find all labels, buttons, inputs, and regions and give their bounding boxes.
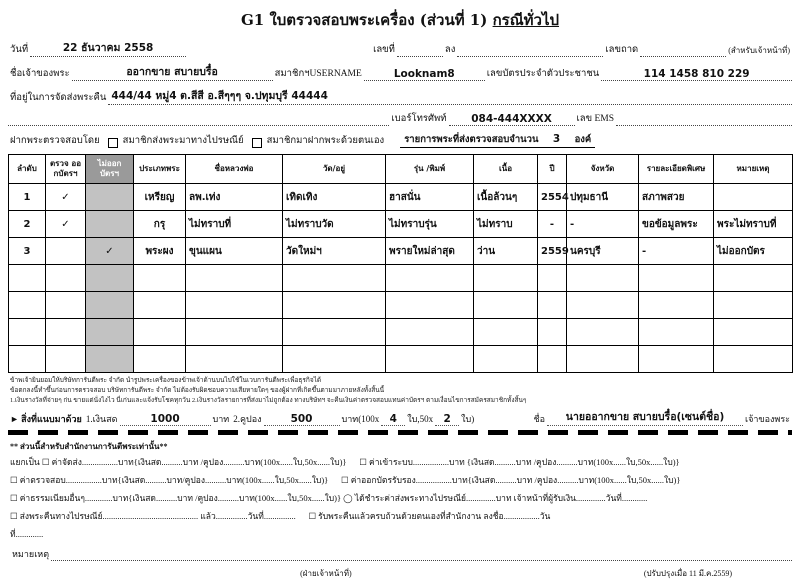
date-value: 22 ธันวาคม 2558 <box>62 42 154 54</box>
signature-label: ชื่อ <box>533 414 546 425</box>
cell-model: ไม่ทราบรุ่น <box>386 211 474 238</box>
empty-cell <box>9 292 46 319</box>
empty-cell <box>46 292 86 319</box>
date-label: วันที่ <box>10 45 29 55</box>
title-underlined: กรณีทั่วไป <box>492 11 560 29</box>
remark-label: หมายเหตุ <box>12 549 50 560</box>
attach-cash-label: 1.เงินสด <box>85 414 118 425</box>
office-fee-line-1: แยกเป็น ☐ ค่าจัดส่ง.................บาท{เงินสด..........บาท /คูปอง..........บาท(100x......ใบ,50x......ใบ)} ☐ ค่าเข้าระบบ.................บาท {เงินสด..........บาท /คูปอง..........บาท(100x......ใบ,50x......ใบ)} <box>10 457 680 468</box>
col-header-no-card: ไม่ออก บัตรฯ <box>86 155 134 184</box>
empty-cell <box>86 265 134 292</box>
attach-label: ► สิ่งที่แนบมาด้วย <box>10 414 82 425</box>
cell-year: 2554 <box>538 184 567 211</box>
empty-cell <box>283 265 386 292</box>
attach-baht-label: บาท <box>212 414 230 425</box>
owner-value: ออากขาย สบายบรื๋อ <box>126 66 218 78</box>
deposit-label: ฝากพระตรวจสอบโดย <box>10 136 100 146</box>
address-blank <box>108 87 792 105</box>
attach-coupon-label: 2.คูปอง <box>233 414 262 425</box>
empty-cell <box>186 265 283 292</box>
cell-temple: เทิดเทิง <box>283 184 386 211</box>
owner-blank <box>72 63 273 81</box>
empty-cell <box>714 319 793 346</box>
empty-cell <box>134 319 186 346</box>
signature-suffix: เจ้าของพระ <box>745 414 790 425</box>
dashed-divider <box>8 430 792 435</box>
cell-no-card-mark <box>86 184 134 211</box>
cell-type: เหรียญ <box>134 184 186 211</box>
empty-cell <box>86 292 134 319</box>
username-label: สมาชิกฯUSERNAME <box>274 69 362 79</box>
phone-label: เบอร์โทรศัพท์ <box>391 114 447 124</box>
line-address <box>8 87 792 105</box>
number-mid-blank <box>457 45 603 57</box>
col-header-temple: วัด/อยู่ <box>283 155 386 184</box>
empty-cell <box>9 346 46 373</box>
empty-cell <box>386 292 474 319</box>
attach-tail-mid: ใบ,50x <box>407 414 434 425</box>
empty-cell <box>538 319 567 346</box>
cell-year: - <box>538 211 567 238</box>
empty-cell <box>186 292 283 319</box>
caption-revision: (ปรับปรุงเมื่อ 11 มี.ค.2559) <box>643 569 733 579</box>
line-owner <box>8 63 792 81</box>
remark-blank <box>51 549 792 561</box>
line-attachments <box>8 408 792 426</box>
empty-cell <box>639 319 714 346</box>
cell-index: 2 <box>9 211 46 238</box>
attach-tail-blank2 <box>435 413 459 426</box>
officer-note: (สำหรับเจ้าหน้าที่) <box>728 46 790 55</box>
cell-material: เนื้อล้วนๆ <box>474 184 538 211</box>
empty-cell <box>639 292 714 319</box>
office-only-note: ** ส่วนนี้สำหรับสำนักงานการันตีพระเท่านั้น** <box>10 442 168 452</box>
cell-check-mark: ✓ <box>46 184 86 211</box>
deposit-option-post: สมาชิกส่งพระมาทางไปรษณีย์ <box>122 136 244 146</box>
cell-model: ฮาสนั่น <box>386 184 474 211</box>
tray-label: เลขถาด <box>605 45 639 55</box>
cell-monk-name: ขุนแผน <box>186 238 283 265</box>
empty-cell <box>538 265 567 292</box>
empty-cell <box>567 319 639 346</box>
table-row <box>9 184 793 211</box>
empty-cell <box>567 265 639 292</box>
deposit-option-person: สมาชิกมาฝากพระด้วยตนเอง <box>266 136 385 146</box>
owner-label: ชื่อเจ้าของพระ <box>10 69 70 79</box>
cell-remark <box>714 184 793 211</box>
fine-print-notes <box>10 376 792 406</box>
cell-check-mark: ✓ <box>46 211 86 238</box>
empty-cell <box>86 346 134 373</box>
phone-value: 084-444XXXX <box>471 113 552 125</box>
empty-cell <box>134 265 186 292</box>
cell-type: พระผง <box>134 238 186 265</box>
phone-blank <box>449 113 575 126</box>
cell-details: ขอข้อมูลพระ <box>639 211 714 238</box>
cell-temple: ไม่ทราบวัด <box>283 211 386 238</box>
col-header-type: ประเภทพระ <box>134 155 186 184</box>
amulet-table <box>8 154 793 373</box>
empty-cell <box>386 346 474 373</box>
cell-temple: วัดใหม่ฯ <box>283 238 386 265</box>
table-header-row <box>9 155 793 184</box>
empty-cell <box>134 346 186 373</box>
attach-tail-value2: 2 <box>443 413 451 426</box>
note-line-2: ข้อตกลงนี้ทำขึ้นก่อนการตรวจสอบ บริษัทการันตีพระ จำกัด ไม่ต้องรับผิดชอบความเสียหายใดๆ ของผู้ฝากที่เกิดขึ้นตามมาภายหลังทั้งสิ้นนี้ <box>10 387 385 395</box>
col-header-year: ปี <box>538 155 567 184</box>
empty-cell <box>86 319 134 346</box>
cell-monk-name: ไม่ทราบที่ <box>186 211 283 238</box>
count-label: รายการพระที่ส่งตรวจสอบจำนวน <box>404 135 539 145</box>
cell-year: 2559 <box>538 238 567 265</box>
office-fee-line-3: ☐ ค่าธรรมเนียมอื่นๆ.............บาท{เงินสด..........บาท /คูปอง..........บาท(100x......ใบ,50x......ใบ)} ◯ ได้ชำระค่าส่งพระทางไปรษณีย์..............บาท เจ้าหน้าที่ผู้รับเงิน..............วันที่............ <box>10 493 648 504</box>
empty-cell <box>46 346 86 373</box>
line-deposit <box>8 132 792 148</box>
bottom-captions <box>8 567 792 580</box>
attach-tail-value1: 4 <box>389 413 397 426</box>
count-value: 3 <box>552 133 561 145</box>
idcard-value: 114 1458 810 229 <box>643 68 750 80</box>
cell-material: ว่าน <box>474 238 538 265</box>
empty-cell <box>186 346 283 373</box>
empty-cell <box>9 265 46 292</box>
cell-remark: ไม่ออกบัตร <box>714 238 793 265</box>
address-label: ที่อยู่ในการจัดส่งพระคืน <box>10 93 107 103</box>
number-blank <box>397 45 443 57</box>
cell-monk-name: ลพ.เท่ง <box>186 184 283 211</box>
cell-check-mark <box>46 238 86 265</box>
line-date-number <box>8 39 792 57</box>
cell-type: กรุ <box>134 211 186 238</box>
empty-cell <box>567 346 639 373</box>
empty-cell <box>283 346 386 373</box>
table-row <box>9 238 793 265</box>
empty-cell <box>639 346 714 373</box>
tray-blank <box>640 45 726 57</box>
col-header-details: รายละเอียดพิเศษ <box>639 155 714 184</box>
cell-details: - <box>639 238 714 265</box>
remark-line <box>10 547 792 561</box>
attach-cash-blank <box>120 413 211 426</box>
col-header-province: จังหวัด <box>567 155 639 184</box>
amulet-count-section <box>400 132 595 148</box>
empty-cell <box>538 292 567 319</box>
cell-material: ไม่ทราบ <box>474 211 538 238</box>
cell-province: ปทุมธานี <box>567 184 639 211</box>
cell-index: 1 <box>9 184 46 211</box>
col-header-monk-name: ชื่อหลวงพ่อ <box>186 155 283 184</box>
signature-value: นายออากขาย สบายบรื๋อ(เซนต์ชื่อ) <box>565 411 725 424</box>
caption-staff: (ฝ่ายเจ้าหน้าที่) <box>300 569 352 579</box>
table-row <box>9 211 793 238</box>
cell-model: พรายใหม่ล่าสุด <box>386 238 474 265</box>
number-label: เลขที่ <box>373 45 395 55</box>
idcard-label: เลขบัตรประจำตัวประชาชน <box>486 69 600 79</box>
checkbox-in-person <box>252 138 262 148</box>
idcard-blank <box>601 68 792 81</box>
empty-cell <box>714 265 793 292</box>
cell-province: - <box>567 211 639 238</box>
cell-remark: พระไม่ทราบที่ <box>714 211 793 238</box>
attach-coupon-value: 500 <box>290 413 313 426</box>
empty-cell <box>567 292 639 319</box>
empty-cell <box>9 319 46 346</box>
address-value: 444/44 หมู่4 ต.สีสี อ.สีๆๆๆ จ.ปทุมบุรี 44444 <box>111 90 328 102</box>
table-empty-row <box>9 265 793 292</box>
empty-cell <box>386 319 474 346</box>
cell-index: 3 <box>9 238 46 265</box>
lead-blank <box>8 114 389 126</box>
note-line-1: ข้าพเจ้ายินยอมให้บริษัทการันตีพระ จำกัด นำรูปพระเครื่องของข้าพเจ้าด้านบนไปใช้ในเวบการันตีพระเพื่อธุรกิจได้ <box>10 377 322 384</box>
number-mid-label: ลง <box>444 45 456 55</box>
table-empty-row <box>9 292 793 319</box>
office-return-line-cont: ที่............. <box>10 529 44 540</box>
empty-cell <box>714 292 793 319</box>
empty-cell <box>386 265 474 292</box>
cell-province: นครบุรี <box>567 238 639 265</box>
empty-cell <box>283 292 386 319</box>
checkbox-by-post <box>108 138 118 148</box>
empty-cell <box>474 292 538 319</box>
empty-cell <box>283 319 386 346</box>
empty-cell <box>639 265 714 292</box>
col-header-model: รุ่น /พิมพ์ <box>386 155 474 184</box>
title-prefix: G1 ใบตรวจสอบพระเครื่อง (ส่วนที่ 1) <box>240 11 488 29</box>
empty-cell <box>474 265 538 292</box>
signature-blank <box>547 408 743 426</box>
office-return-line: ☐ ส่งพระคืนทางไปรษณีย์............................................. แล้ว...............วันที่............... ☐ รับพระคืนแล้วครบถ้วนด้วยตนเองที่สำนักงาน ลงชื่อ.................วัน <box>10 511 551 522</box>
empty-cell <box>46 319 86 346</box>
cell-details: สภาพสวย <box>639 184 714 211</box>
username-value: Looknam8 <box>393 68 455 80</box>
empty-cell <box>186 319 283 346</box>
ems-blank <box>616 114 792 126</box>
office-fee-line-2: ☐ ค่าตรวจสอบ.................บาท{เงินสด..........บาท/คูปอง..........บาท(100x......ใบ,50x......ใบ)} ☐ ค่าออกบัตรรับรอง.................บาท{เงินสด..........บาท /คูปอง..........บาท(100x......ใบ,50x......ใบ)} <box>10 475 681 486</box>
ems-label: เลข EMS <box>576 114 614 124</box>
empty-cell <box>474 319 538 346</box>
table-empty-row <box>9 346 793 373</box>
col-header-remark: หมายเหตุ <box>714 155 793 184</box>
page-title <box>8 8 792 32</box>
empty-cell <box>134 292 186 319</box>
attach-cash-value: 1000 <box>150 413 180 426</box>
attach-coupon-blank <box>264 413 340 426</box>
col-header-material: เนื้อ <box>474 155 538 184</box>
line-phone <box>8 111 792 126</box>
cell-no-card-mark: ✓ <box>86 238 134 265</box>
table-empty-row <box>9 319 793 346</box>
empty-cell <box>714 346 793 373</box>
attach-tail-end: ใบ) <box>461 414 475 425</box>
note-line-3: 1.เงินรางวัลที่จ่ายๆ ก่น ขายแต่นั่งไงไว นี่เก่นและแจ้งรับโชคทุกวัน 2.เงินรางวัลรายการที่ส่งมาไม่ถูกต้อง ทางบริษัทฯ จะคืนเงินค่าตรวจสอบแทนค่าบัตรฯ ตามเงื่อนไขการสมัครสมาชิกทั้งสิ้นๆ <box>10 397 527 405</box>
cell-no-card-mark <box>86 211 134 238</box>
empty-cell <box>538 346 567 373</box>
attach-tail-pre: บาท(100x <box>341 414 380 425</box>
col-header-index: ลำดับ <box>9 155 46 184</box>
empty-cell <box>46 265 86 292</box>
count-unit: องค์ <box>574 135 592 145</box>
username-blank <box>364 68 485 81</box>
date-blank <box>30 39 186 57</box>
empty-cell <box>474 346 538 373</box>
attach-tail-blank1 <box>381 413 405 426</box>
col-header-check-card: ตรวจ ออกบัตรฯ <box>46 155 86 184</box>
